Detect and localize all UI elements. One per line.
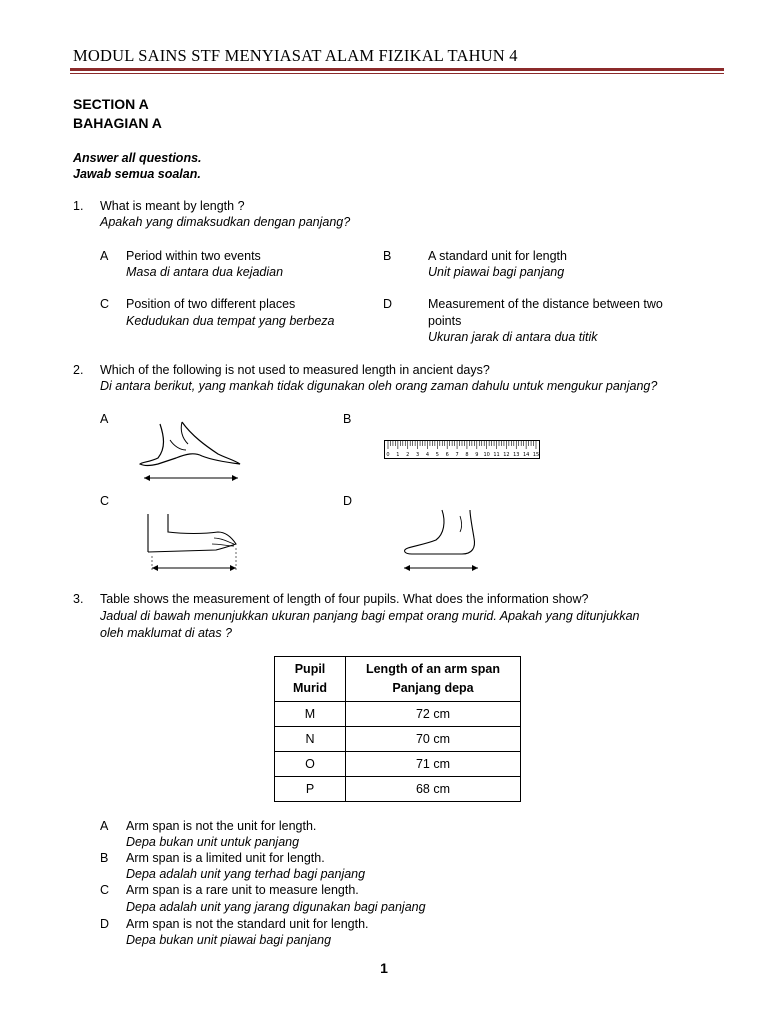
question-number: 1. [73,199,84,213]
option-letter: A [100,412,109,426]
ruler-number: 3 [416,452,420,458]
option-letter: B [383,249,392,263]
table-row [275,702,521,727]
option-letter: D [383,297,393,311]
ruler-number: 4 [425,452,430,458]
option-text-ms: Masa di antara dua kejadian [126,265,284,279]
question-text-en: Which of the following is not used to measured length in ancient days? [100,363,490,377]
cubit-arm-icon [144,512,240,574]
option-text-ms: Depa bukan unit untuk panjang [126,835,300,849]
table-header-pupil-en: Pupil [294,662,326,676]
option-letter: C [100,297,110,311]
option-letter: D [343,494,353,508]
option-text-en: Arm span is not the unit for length. [126,819,317,833]
ruler-number: 12 [503,452,510,458]
option-letter: B [343,412,352,426]
table-header-length-en: Length of an arm span [365,662,501,676]
option-letter: B [100,851,109,865]
ruler-number: 1 [396,452,400,458]
ruler-number: 8 [465,452,469,458]
ruler-number: 14 [522,452,530,458]
table-row [275,727,521,752]
table-cell-length: 68 cm [346,777,521,802]
table-header-length-ms: Panjang depa [392,681,474,695]
instruction-ms: Jawab semua soalan. [73,167,201,181]
hand-span-icon [136,418,246,486]
question-number: 2. [73,363,84,377]
table-cell-pupil: M [275,702,346,727]
ruler-number: 7 [455,452,459,458]
section-title-ms: BAHAGIAN A [73,115,162,131]
ruler-icon [384,440,540,460]
option-letter: C [100,883,110,897]
option-text-ms: Depa adalah unit yang jarang digunakan bagi panjang [126,900,426,914]
option-text-en: A standard unit for length [428,249,567,263]
table-cell-pupil: N [275,727,346,752]
question-text-en: What is meant by length ? [100,199,245,213]
ruler-number: 11 [493,452,500,458]
table-cell-pupil: P [275,777,346,802]
header-rule-thick [70,68,724,71]
table-header-pupil-ms: Murid [292,681,328,695]
ruler-number: 10 [483,452,490,458]
question-number: 3. [73,592,84,606]
ruler-number: 2 [406,452,410,458]
arm-span-table [274,656,521,802]
option-text-en-cont: points [428,314,462,328]
option-text-en: Period within two events [126,249,261,263]
table-cell-length: 71 cm [346,752,521,777]
ruler-number: 13 [513,452,520,458]
option-letter: D [100,917,110,931]
ruler-number: 6 [445,452,449,458]
question-text-ms-cont: oleh maklumat di atas ? [100,626,233,640]
ruler-number: 9 [475,452,479,458]
question-text-ms: Di antara berikut, yang mankah tidak digunakan oleh orang zaman dahulu untuk mengukur panjang? [100,379,658,393]
option-text-en: Arm span is a rare unit to measure length. [126,883,359,897]
ruler-number: 5 [435,452,439,458]
header-rule-thin [70,73,724,74]
option-text-en: Arm span is not the standard unit for length. [126,917,369,931]
page-number: 1 [380,960,388,976]
ruler-number: 15 [532,452,540,458]
option-letter: C [100,494,110,508]
table-row [275,752,521,777]
question-text-ms: Jadual di bawah menunjukkan ukuran panjang bagi empat orang murid. Apakah yang ditunjukkan [100,609,640,623]
option-text-ms: Unit piawai bagi panjang [428,265,565,279]
option-text-ms: Kedudukan dua tempat yang berbeza [126,314,335,328]
table-row [275,777,521,802]
table-cell-pupil: O [275,752,346,777]
table-header-pupil [275,657,346,702]
instruction-en: Answer all questions. [73,151,202,165]
option-text-ms: Depa adalah unit yang terhad bagi panjang [126,867,366,881]
option-text-en: Measurement of the distance between two [428,297,663,311]
option-text-en: Position of two different places [126,297,296,311]
option-text-ms: Ukuran jarak di antara dua titik [428,330,598,344]
table-header-row [275,657,521,702]
question-text-ms: Apakah yang dimaksudkan dengan panjang? [100,215,351,229]
option-letter: A [100,249,109,263]
ruler-number: 0 [386,452,390,458]
option-letter: A [100,819,109,833]
question-text-en: Table shows the measurement of length of four pupils. What does the information show? [100,592,589,606]
table-cell-length: 70 cm [346,727,521,752]
foot-icon [400,508,484,574]
section-title-en: SECTION A [73,96,149,112]
document-header-title: MODUL SAINS STF MENYIASAT ALAM FIZIKAL TAHUN 4 [73,46,518,65]
option-text-en: Arm span is a limited unit for length. [126,851,325,865]
option-text-ms: Depa bukan unit piawai bagi panjang [126,933,332,947]
table-cell-length: 72 cm [346,702,521,727]
table-header-length [346,657,521,702]
